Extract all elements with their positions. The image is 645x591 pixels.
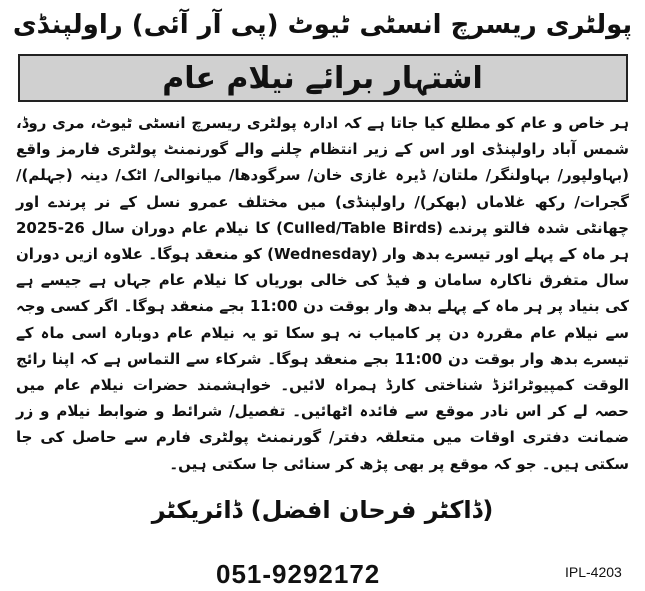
notice-paragraph: ہر خاص و عام کو مطلع کیا جاتا ہے کہ ادارہ پولٹری ریسرچ انسٹی ٹیوٹ، مری روڈ، شمس آباد راولپنڈی اور اس کے زیر انتظام چلنے والے گورنمنٹ پولٹری فارمز واقع (بہاولپور/ بہاولنگر/ ملتان/ ڈیرہ غازی خان/ سرگودھا/ میانوالی/ اٹک/ دینہ (جہلم)/ گجرات/ رکھ غلاماں (بھکر)/ راولپنڈی) میں مختلف عمرو نسل کے نر پرندے اور چھانٹی شدہ فالتو پرندے (Culled/Table Birds) کا نیلام عام دوران سال 26-2025 ہر ماہ کے پہلے اور تیسرے بدھ وار (Wednesday) کو منعقد ہوگا۔ علاوہ ازیں دوران سال متفرق ناکارہ سامان و فیڈ کی خالی بوریاں کا نیلام عام جہاں ہے جیسے ہے کی بنیاد پر ہر ماہ کے پہلے بدھ وار بوقت دن 11:00 بجے منعقد ہوگا۔ اگر کسی وجہ سے نیلام عام مقررہ دن پر کامیاب نہ ہو سکا تو یہ نیلام عام دوبارہ اسی ماہ کے تیسرے بدھ وار بوقت دن 11:00 بجے منعقد ہوگا۔ شرکاء سے التماس ہے کہ اپنا رائج الوقت کمپیوٹرائزڈ شناختی کارڈ ہمراہ لائیں۔ خواہشمند حضرات نیلام عام میں حصہ لے کر اس نادر موقع سے فائدہ اٹھائیں۔ تفصیل/ شرائط و ضوابط نیلام و زر ضمانت دفتری اوقات میں متعلقہ دفتر/ گورنمنٹ پولٹری فارم سے حاصل کی جا سکتی ہیں۔ جو کہ موقع پر بھی پڑھ کر سنائی جا سکتی ہیں۔ [16,114,629,473]
organization-title: پولٹری ریسرچ انسٹی ٹیوٹ (پی آر آئی) راولپنڈی [12,10,633,40]
notice-body [10,110,635,477]
reference-number: IPL-4203 [565,564,622,580]
director-signature: (ڈاکٹر فرحان افضل) ڈائریکٹر [151,495,494,524]
contact-phone: 051-9292172 [216,559,381,589]
notice-banner [18,54,628,102]
notice-banner-text: اشتہار برائے نیلام عام [162,60,483,96]
